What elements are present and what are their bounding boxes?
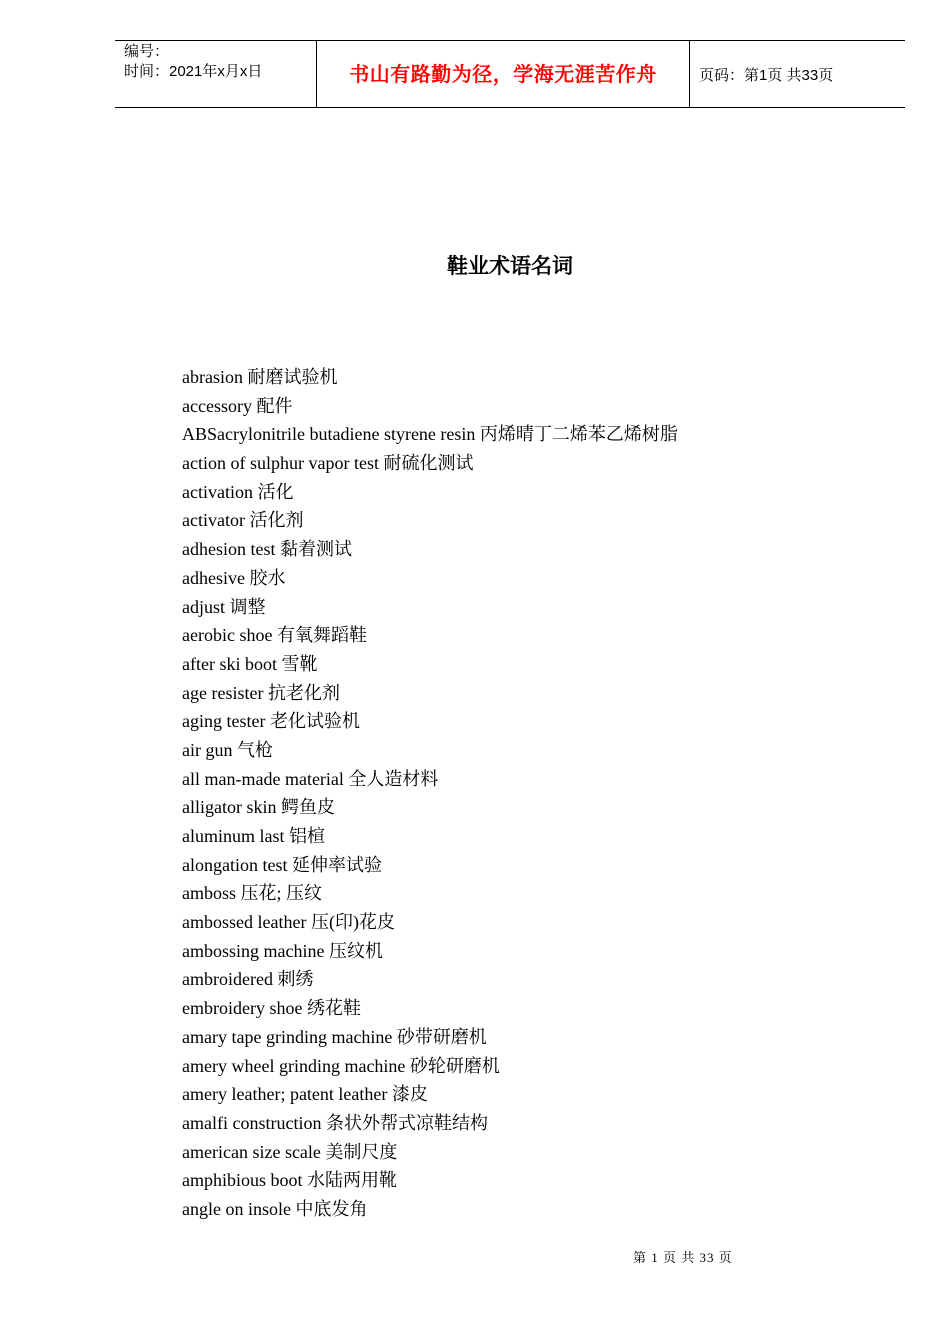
list-item: action of sulphur vapor test 耐硫化测试	[182, 453, 474, 474]
list-item: aerobic shoe 有氧舞蹈鞋	[182, 625, 367, 646]
list-item: ambossing machine 压纹机	[182, 940, 383, 961]
list-item: accessory 配件	[182, 395, 293, 416]
term-list	[182, 363, 678, 1224]
list-item: american size scale 美制尺度	[182, 1141, 398, 1162]
list-item: ambroidered 刺绣	[182, 969, 314, 990]
list-item: amphibious boot 水陆两用靴	[182, 1170, 397, 1191]
header-meta	[124, 42, 262, 82]
header-divider-right	[689, 40, 690, 107]
header-motto: 书山有路勤为径，学海无涯苦作舟	[349, 62, 657, 86]
header-number-label: 编号：	[124, 43, 170, 60]
list-item: alligator skin 鳄鱼皮	[182, 797, 335, 818]
list-item: alongation test 延伸率试验	[182, 854, 382, 875]
list-item: age resister 抗老化剂	[182, 682, 340, 703]
list-item: adhesive 胶水	[182, 567, 286, 588]
list-item: ABSacrylonitrile butadiene styrene resin 丙烯晴丁二烯苯乙烯树脂	[182, 424, 678, 445]
list-item: amery wheel grinding machine 砂轮研磨机	[182, 1055, 500, 1076]
header-page-info: 页码：第1页 共33页	[699, 67, 834, 84]
header-time-label: 时间：2021年x月x日	[124, 63, 263, 80]
page-footer: 第 1 页 共 33 页	[633, 1250, 733, 1265]
list-item: adhesion test 黏着测试	[182, 539, 352, 560]
list-item: embroidery shoe 绣花鞋	[182, 998, 361, 1019]
header-top-rule	[115, 40, 905, 41]
list-item: activator 活化剂	[182, 510, 304, 531]
list-item: air gun 气枪	[182, 739, 273, 760]
list-item: angle on insole 中底发角	[182, 1198, 368, 1219]
list-item: amery leather; patent leather 漆皮	[182, 1084, 428, 1105]
list-item: aging tester 老化试验机	[182, 711, 360, 732]
list-item: adjust 调整	[182, 596, 266, 617]
list-item: amboss 压花; 压纹	[182, 883, 323, 904]
list-item: amalfi construction 条状外帮式凉鞋结构	[182, 1112, 488, 1133]
page-title: 鞋业术语名词	[447, 254, 573, 278]
list-item: all man-made material 全人造材料	[182, 768, 439, 789]
list-item: abrasion 耐磨试验机	[182, 367, 338, 387]
list-item: activation 活化	[182, 481, 294, 502]
list-item: aluminum last 铝楦	[182, 826, 325, 846]
list-item: ambossed leather 压(印)花皮	[182, 912, 395, 933]
header-bottom-rule	[115, 107, 905, 108]
list-item: amary tape grinding machine 砂带研磨机	[182, 1026, 487, 1047]
list-item: after ski boot 雪靴	[182, 653, 318, 674]
